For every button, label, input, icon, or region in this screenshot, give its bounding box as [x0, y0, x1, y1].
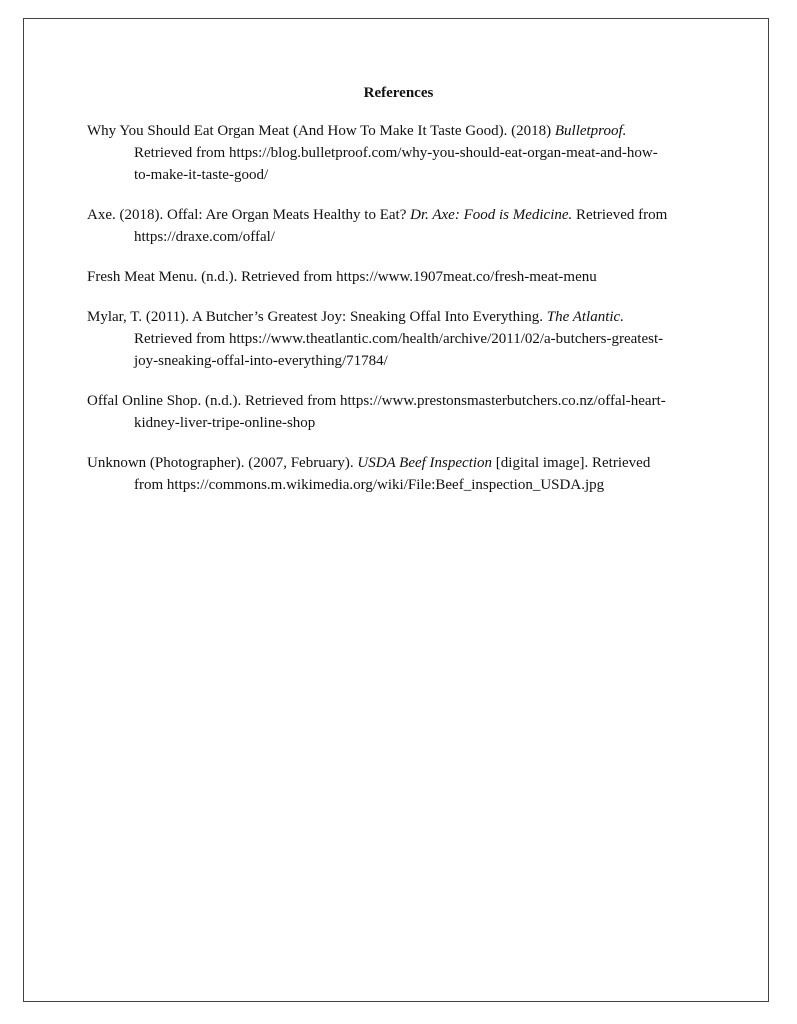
reference-line: [134, 350, 712, 372]
reference-italic-text: USDA Beef Inspection: [357, 455, 493, 471]
reference-text: Mylar, T. (2011). A Butcher’s Greatest Joy: Sneaking Offal Into Everything.: [87, 309, 547, 325]
reference-italic-text: Bulletproof.: [554, 123, 627, 139]
reference-entry: [87, 204, 712, 248]
reference-text: Offal Online Shop. (n.d.). Retrieved from https://www.prestonsmasterbutchers.co.nz/offal-heart-: [87, 393, 666, 409]
reference-text: from https://commons.m.wikimedia.org/wiki/File:Beef_inspection_USDA.jpg: [134, 477, 605, 493]
reference-line: [87, 266, 712, 288]
reference-line: [87, 452, 712, 474]
reference-entry: [87, 120, 712, 186]
reference-line: [134, 474, 712, 496]
reference-italic-text: Dr. Axe: Food is Medicine.: [410, 207, 573, 223]
reference-text: [digital image]. Retrieved: [492, 455, 651, 471]
page-title: References: [363, 85, 434, 101]
reference-entry: [87, 306, 712, 372]
reference-text: https://draxe.com/offal/: [134, 229, 275, 245]
reference-text: Unknown (Photographer). (2007, February).: [87, 455, 358, 471]
reference-text: Retrieved from https://www.theatlantic.com/health/archive/2011/02/a-butchers-greatest-: [134, 331, 664, 347]
reference-entry: [87, 266, 712, 288]
reference-line: [87, 390, 712, 412]
references-list: [87, 120, 712, 514]
reference-text: Retrieved from https://blog.bulletproof.com/why-you-should-eat-organ-meat-and-how-: [134, 145, 658, 161]
reference-italic-text: The Atlantic.: [546, 309, 624, 325]
reference-text: to-make-it-taste-good/: [134, 167, 269, 183]
reference-line: [134, 226, 712, 248]
reference-text: Fresh Meat Menu. (n.d.). Retrieved from https://www.1907meat.co/fresh-meat-menu: [87, 269, 597, 285]
reference-line: [87, 120, 712, 142]
reference-text: Axe. (2018). Offal: Are Organ Meats Healthy to Eat?: [87, 207, 411, 223]
reference-line: [134, 164, 712, 186]
reference-line: [134, 328, 712, 350]
reference-line: [87, 306, 712, 328]
reference-line: [87, 204, 712, 226]
reference-text: joy-sneaking-offal-into-everything/71784/: [134, 353, 388, 369]
reference-entry: [87, 390, 712, 434]
reference-line: [134, 412, 712, 434]
reference-text: Why You Should Eat Organ Meat (And How To Make It Taste Good). (2018): [87, 123, 555, 139]
reference-text: kidney-liver-tripe-online-shop: [134, 415, 316, 431]
reference-line: [134, 142, 712, 164]
reference-text: Retrieved from: [572, 207, 668, 223]
reference-entry: [87, 452, 712, 496]
